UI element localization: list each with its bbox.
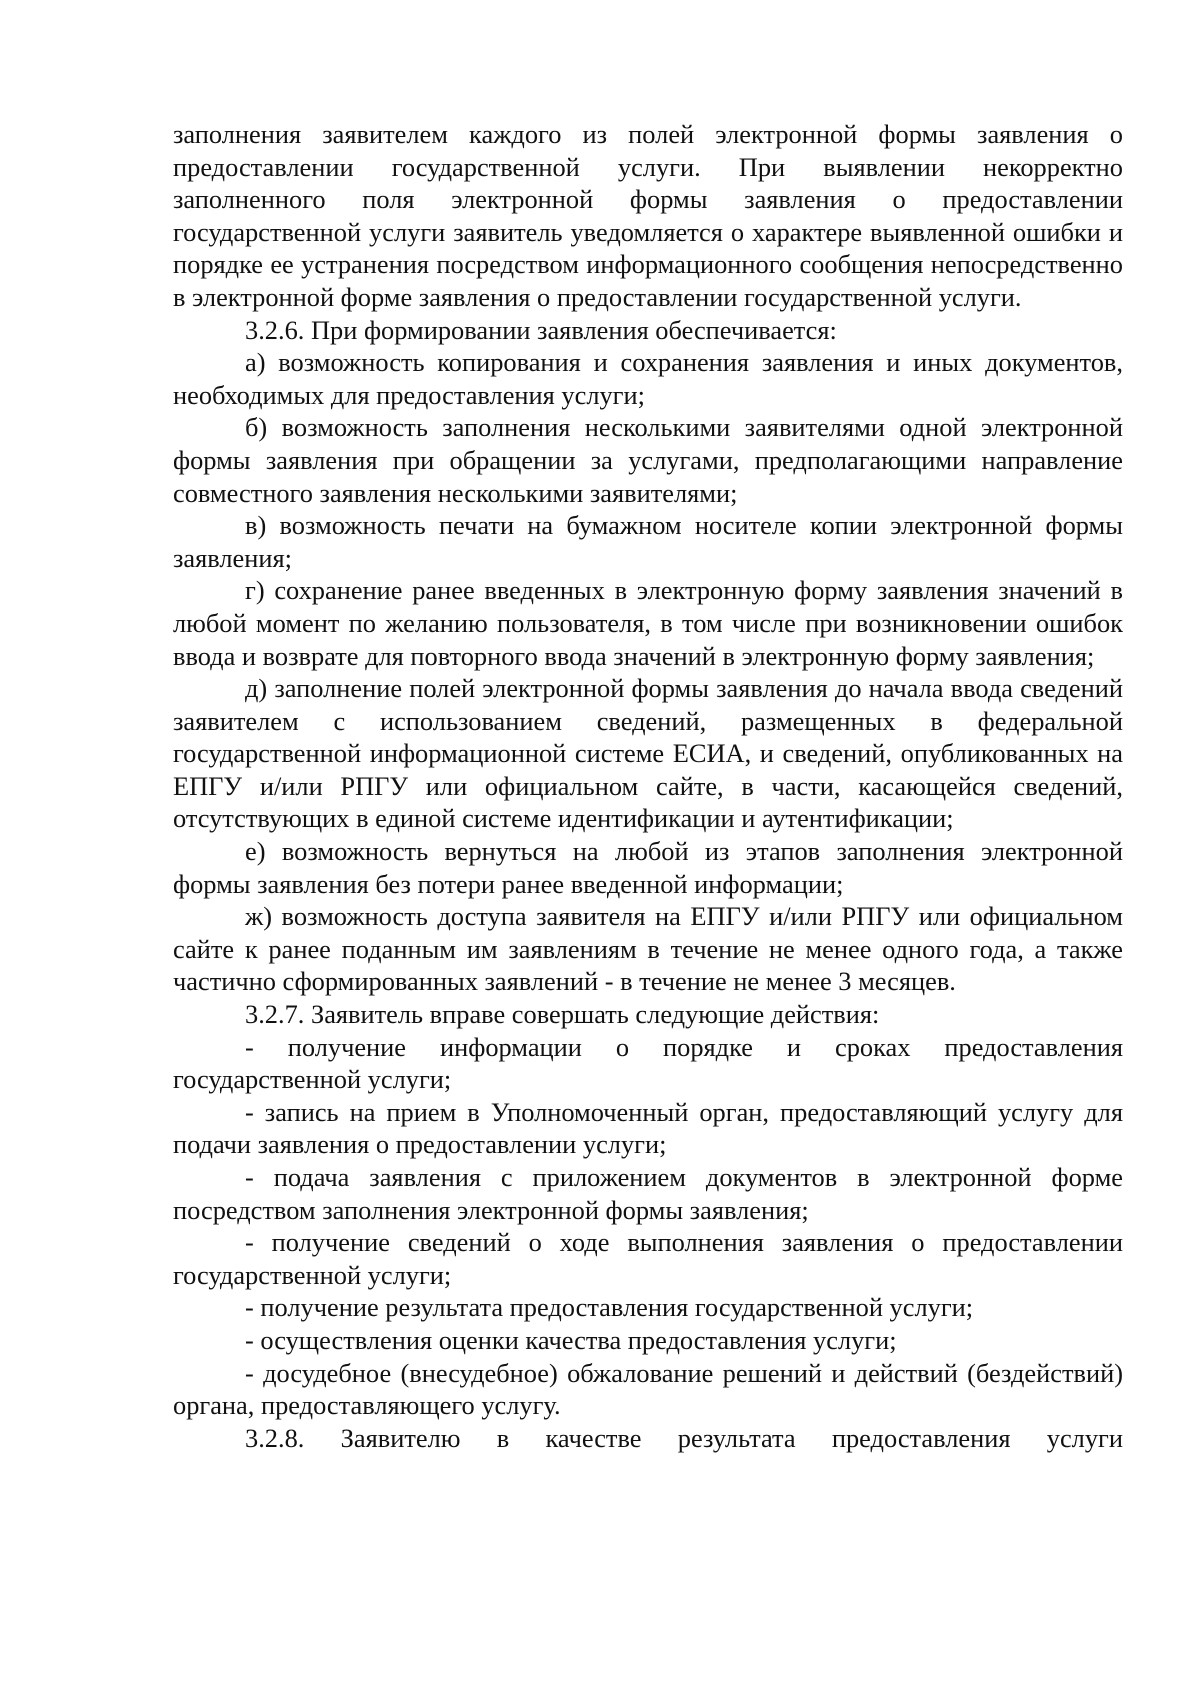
action-item-quality: - осуществления оценки качества предоставления услуги; [245, 1324, 897, 1355]
action-item-info: - получение информации о порядке и сроках предоставления государственной услуги; [173, 1031, 1123, 1095]
list-item-b: б) возможность заполнения несколькими заявителями одной электронной формы заявления при обращении за услугами, предполагающими направление совместного заявления несколькими заявителями; [173, 412, 1123, 508]
list-item-a: а) возможность копирования и сохранения заявления и иных документов, необходимых для предоставления услуги; [173, 347, 1123, 410]
list-item-d: д) заполнение полей электронной формы заявления до начала ввода сведений заявителем с использованием сведений, размещенных в федеральной государственной информационной системе ЕСИА, и сведений, опубликованных на ЕПГУ и/или РПГУ или официальном сайте, в части, касающейся сведений, отсутствующих в единой системе идентификации и аутентификации; [173, 673, 1123, 834]
list-item-e: е) возможность вернуться на любой из этапов заполнения электронной формы заявления без потери ранее введенной информации; [173, 836, 1123, 899]
document-page [173, 118, 1123, 1454]
action-item-submission: - подача заявления с приложением документов в электронной форме посредством заполнения электронной формы заявления; [173, 1162, 1123, 1225]
list-item-zh: ж) возможность доступа заявителя на ЕПГУ и/или РПГУ или официальном сайте к ранее поданным им заявлениям в течение не менее одного года, а также частично сформированных заявлений - в течение не менее 3 месяцев. [173, 901, 1123, 997]
list-item-v: в) возможность печати на бумажном носителе копии электронной формы заявления; [173, 510, 1123, 573]
paragraph-3-2-6: 3.2.6. При формировании заявления обеспечивается: [245, 314, 837, 345]
action-item-status: - получение сведений о ходе выполнения заявления о предоставлении государственной услуги; [173, 1227, 1123, 1290]
paragraph-3-2-8: 3.2.8. Заявителю в качестве результата предоставления услуги [245, 1422, 1123, 1453]
paragraph-continuation: заполнения заявителем каждого из полей электронной формы заявления о предоставлении государственной услуги. При выявлении некорректно заполненного поля электронной формы заявления о предоставлении государственной услуги заявитель уведомляется о характере выявленной ошибки и порядке ее устранения посредством информационного сообщения непосредственно в электронной форме заявления о предоставлении государственной услуги. [173, 119, 1123, 312]
action-item-appointment: - запись на прием в Уполномоченный орган, предоставляющий услугу для подачи заявления о предоставлении услуги; [173, 1096, 1123, 1160]
action-item-result: - получение результата предоставления государственной услуги; [245, 1292, 974, 1323]
action-item-appeal: - досудебное (внесудебное) обжалование решений и действий (бездействий) органа, предоставляющего услугу. [173, 1357, 1123, 1421]
paragraph-3-2-7: 3.2.7. Заявитель вправе совершать следующие действия: [245, 999, 880, 1030]
list-item-g: г) сохранение ранее введенных в электронную форму заявления значений в любой момент по желанию пользователя, в том числе при возникновении ошибок ввода и возврате для повторного ввода значений в электронную форму заявления; [173, 575, 1123, 671]
